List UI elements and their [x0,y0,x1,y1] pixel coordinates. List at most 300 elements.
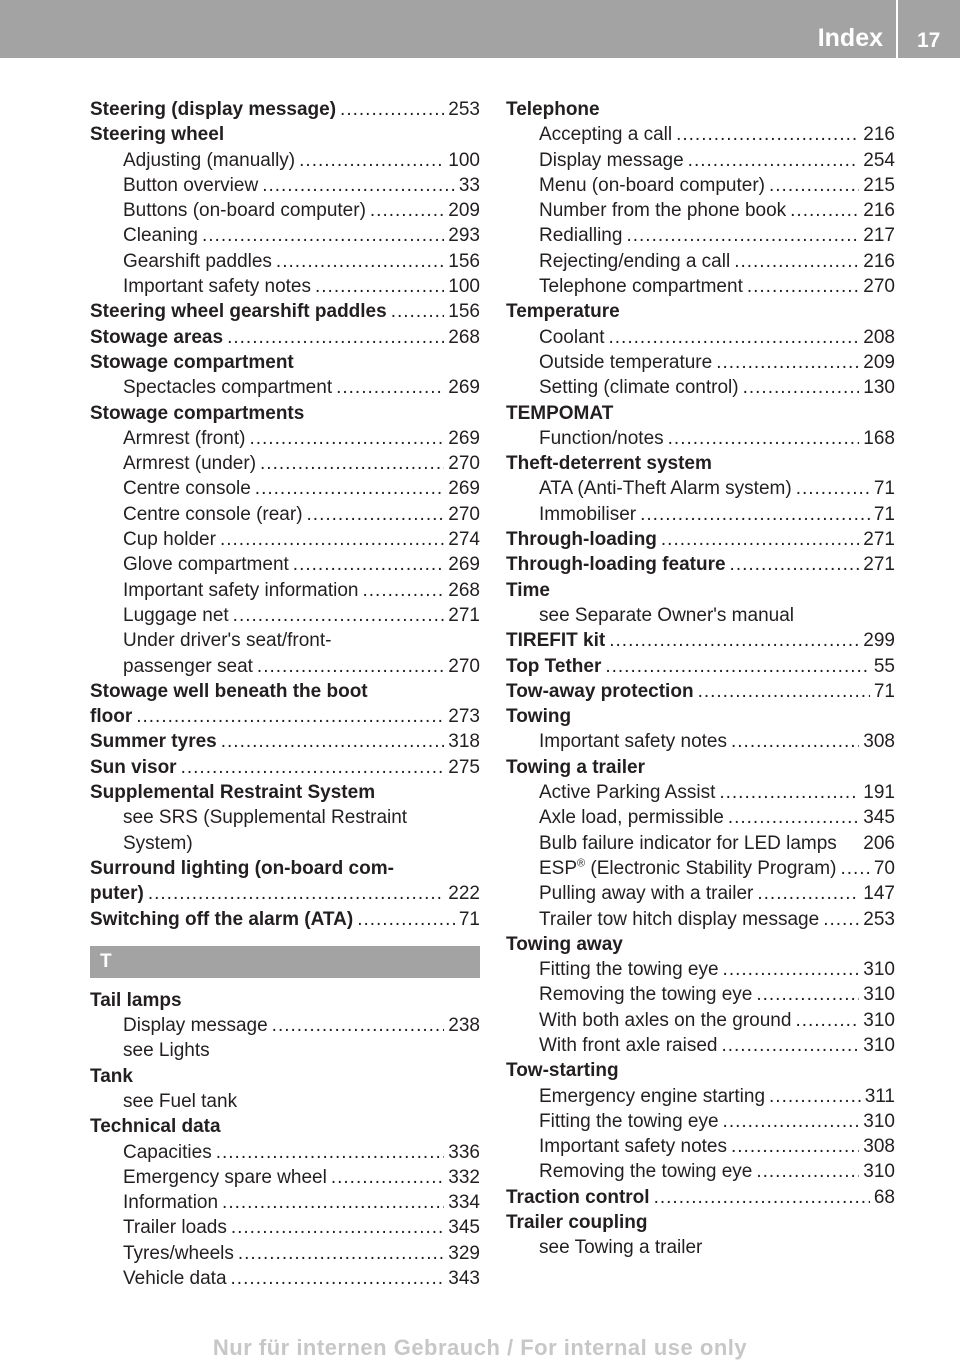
index-entry [506,679,895,704]
index-entry [506,451,895,476]
index-subentry [506,881,895,906]
entry-label: Trailer coupling [506,1212,648,1234]
index-entry [506,1058,895,1083]
page-title: Index [817,24,883,52]
entry-label: Stowage compartment [90,351,294,373]
page-reference[interactable]: 215 [863,174,895,196]
entry-label: Bulb failure indicator for LED lamps [539,832,837,854]
entry-label: TEMPOMAT [506,402,614,424]
page-reference[interactable]: 275 [448,756,480,778]
page-reference[interactable]: 168 [863,427,895,449]
leader-dots [668,426,860,451]
index-subentry [90,1140,480,1165]
index-entry [90,325,480,350]
index-subentry [506,907,895,932]
index-subentry [506,603,895,628]
index-subentry [90,527,480,552]
leader-dots [676,122,859,147]
page-reference[interactable]: 270 [863,276,895,298]
page-reference[interactable]: 329 [448,1242,480,1264]
leader-dots [257,654,444,679]
entry-label: Surround lighting (on-board com- [90,857,394,879]
leader-dots [391,299,445,324]
entry-label: see Lights [123,1040,210,1062]
leader-dots [626,223,859,248]
index-subentry [90,1089,480,1114]
index-entry [506,578,895,603]
entry-label: Active Parking Assist [539,782,716,804]
page-reference[interactable]: 191 [863,782,895,804]
page-reference[interactable]: 268 [448,326,480,348]
leader-dots [721,1033,859,1058]
index-subentry [506,982,895,1007]
leader-dots [221,729,445,754]
page-reference[interactable]: 310 [863,1034,895,1056]
index-entry [506,704,895,729]
page-reference[interactable]: 268 [448,579,480,601]
leader-dots [769,173,859,198]
page-reference[interactable]: 100 [448,149,480,171]
index-subentry [506,122,895,147]
page-reference[interactable]: 156 [448,250,480,272]
entry-label: Theft-deterrent system [506,453,712,475]
page-reference[interactable]: 216 [863,124,895,146]
page-reference[interactable]: 269 [448,478,480,500]
leader-dots [795,1008,859,1033]
leader-dots [262,173,455,198]
leader-dots [357,907,455,932]
leader-dots [734,249,859,274]
entry-label: Sun visor [90,756,177,778]
leader-dots [719,780,859,805]
page-reference[interactable]: 253 [863,908,895,930]
index-subentry [90,223,480,248]
page-reference[interactable]: 270 [448,503,480,525]
index-subentry [90,375,480,400]
entry-label: Adjusting (manually) [123,149,296,171]
leader-dots [238,1241,444,1266]
index-subentry [90,148,480,173]
entry-label: Cup holder [123,529,216,551]
leader-dots [743,375,860,400]
page-reference[interactable]: 156 [448,301,480,323]
entry-label: Emergency engine starting [539,1085,766,1107]
entry-label: Temperature [506,301,620,323]
entry-label: Glove compartment [123,554,289,576]
index-entry [90,1114,480,1139]
leader-dots [331,1165,444,1190]
index-subentry [506,502,895,527]
leader-dots [272,1013,445,1038]
entry-label: Steering wheel gearshift paddles [90,301,387,323]
entry-label: Centre console [123,478,251,500]
entry-label: Menu (on-board computer) [539,174,765,196]
index-subentry [506,350,895,375]
index-column-left [90,97,480,1291]
index-subentry [506,1084,895,1109]
entry-label: Removing the towing eye [539,984,753,1006]
leader-dots [661,527,859,552]
page-reference[interactable]: 253 [448,99,480,120]
entry-label: Cleaning [123,225,198,247]
entry-label: ATA (Anti-Theft Alarm system) [539,478,792,500]
page-reference[interactable]: 343 [448,1268,480,1290]
leader-dots [688,148,860,173]
entry-label: passenger seat [123,655,253,677]
index-entry [506,628,895,653]
page-reference[interactable]: 33 [458,174,480,196]
page-reference[interactable]: 311 [864,1085,895,1107]
page-reference[interactable]: 270 [448,453,480,475]
leader-dots [698,679,870,704]
entry-label: Coolant [539,326,605,348]
index-entry [90,988,480,1013]
page-reference[interactable]: 71 [873,503,895,525]
entry-label: Function/notes [539,427,664,449]
index-entry [90,1064,480,1089]
index-entry [506,97,895,122]
page-reference[interactable]: 269 [448,554,480,576]
page-reference[interactable]: 70 [873,857,895,879]
index-subentry [90,198,480,223]
entry-label: Redialling [539,225,623,247]
entry-label [539,856,836,881]
index-entry [90,679,480,704]
page-reference[interactable]: 308 [863,1136,895,1158]
index-entry [506,401,895,426]
index-subentry [90,1190,480,1215]
leader-dots [823,907,859,932]
page-reference[interactable]: 216 [863,200,895,222]
index-subentry [90,502,480,527]
index-subentry [90,1013,480,1038]
index-subentry [506,1033,895,1058]
index-subentry [506,325,895,350]
entry-label: Steering (display message) [90,99,337,120]
leader-dots [233,603,445,628]
index-subentry [506,173,895,198]
index-entry [90,907,480,932]
index-subentry [90,426,480,451]
page-reference[interactable]: 71 [873,680,895,702]
entry-label: see Separate Owner's manual [539,604,794,626]
leader-dots [227,325,444,350]
leader-dots [728,805,859,830]
entry-label: Display message [539,149,684,171]
entry-label: Summer tyres [90,731,217,753]
entry-label: Trailer loads [123,1217,227,1239]
leader-dots [363,578,445,603]
leader-dots [340,97,444,122]
header-divider [896,0,898,58]
index-entry [90,350,480,375]
page-reference[interactable]: 274 [448,529,480,551]
page-reference[interactable]: 345 [448,1217,480,1239]
entry-label: see SRS (Supplemental Restraint [123,807,408,829]
index-subentry [90,805,480,830]
entry-label: System) [123,832,193,854]
entry-label: Through-loading feature [506,554,726,576]
entry-label: Important safety notes [123,276,311,298]
leader-dots [336,375,444,400]
entry-label: With front axle raised [539,1034,718,1056]
entry-label: Capacities [123,1141,212,1163]
entry-label: Towing a trailer [506,756,646,778]
leader-dots [731,729,859,754]
entry-label: Through-loading [506,529,657,551]
index-subentry [90,1241,480,1266]
leader-dots [723,1109,860,1134]
leader-dots [756,982,859,1007]
index-column-right [506,97,895,1261]
leader-dots [723,957,860,982]
index-entry [90,122,480,147]
leader-dots [747,274,859,299]
index-subentry [90,249,480,274]
index-subentry [506,780,895,805]
entry-label: Tyres/wheels [123,1242,234,1264]
index-subentry [506,476,895,501]
leader-dots [202,223,444,248]
leader-dots [769,1084,861,1109]
index-subentry [506,223,895,248]
index-subentry [90,173,480,198]
index-entry [506,1210,895,1235]
index-entry [506,527,895,552]
index-subentry [506,957,895,982]
leader-dots [222,1190,444,1215]
page-reference[interactable]: 332 [448,1166,480,1188]
page-reference[interactable]: 208 [863,326,895,348]
entry-label: Centre console (rear) [123,503,303,525]
entry-label: Rejecting/ending a call [539,250,731,272]
page-reference[interactable]: 238 [448,1015,480,1037]
page-reference[interactable]: 100 [448,276,480,298]
page-reference[interactable]: 345 [863,807,895,829]
entry-label-part: (Electronic Stability Program) [585,857,837,879]
entry-label: Accepting a call [539,124,673,146]
entry-label: Removing the towing eye [539,1161,753,1183]
page-reference[interactable]: 222 [448,883,480,905]
page-reference[interactable]: 254 [863,149,895,171]
index-subentry [90,1215,480,1240]
index-subentry [90,552,480,577]
entry-label: Gearshift paddles [123,250,272,272]
index-subentry [90,274,480,299]
entry-label: Tail lamps [90,989,182,1011]
entry-label: Buttons (on-board computer) [123,200,366,222]
entry-label: Button overview [123,174,259,196]
page-reference[interactable]: 336 [448,1141,480,1163]
leader-dots [640,502,870,527]
entry-label: Armrest (under) [123,453,257,475]
entry-label: Telephone compartment [539,276,743,298]
page-reference[interactable]: 71 [873,478,895,500]
entry-label: Fitting the towing eye [539,1110,719,1132]
page-reference[interactable]: 271 [448,604,480,626]
index-entry [90,401,480,426]
index-subentry [506,1159,895,1184]
leader-dots [605,654,870,679]
leader-dots [216,1140,445,1165]
page-reference[interactable]: 217 [863,225,895,247]
entry-label: Pulling away with a trailer [539,883,754,905]
entry-label: Tow-starting [506,1060,619,1082]
registered-mark: ® [577,857,586,870]
page-reference[interactable]: 334 [448,1192,480,1214]
entry-label: Tow-away protection [506,680,694,702]
index-entry [506,755,895,780]
leader-dots [299,148,444,173]
page-reference[interactable]: 209 [863,351,895,373]
entry-label: Towing [506,706,572,728]
page-reference[interactable]: 209 [448,200,480,222]
index-subentry [506,249,895,274]
index-subentry [90,603,480,628]
entry-label: Trailer tow hitch display message [539,908,820,930]
page-reference[interactable]: 318 [448,731,480,753]
entry-label: Display message [123,1015,268,1037]
index-subentry [506,198,895,223]
entry-label-part: ESP [539,857,578,879]
entry-label: puter) [90,883,144,905]
index-subentry [506,1109,895,1134]
leader-dots [181,755,445,780]
entry-label: Fitting the towing eye [539,959,719,981]
leader-dots [731,1134,859,1159]
index-subentry [506,1235,895,1260]
page-reference[interactable]: 310 [863,959,895,981]
page-reference[interactable]: 310 [863,1110,895,1132]
index-subentry [90,1165,480,1190]
index-subentry [90,628,480,653]
index-entry [506,1185,895,1210]
leader-dots [220,527,444,552]
entry-label: Information [123,1192,219,1214]
index-entry [90,755,480,780]
leader-dots [756,1159,859,1184]
leader-dots [654,1185,870,1210]
leader-dots [796,476,870,501]
index-entry [90,856,480,881]
page-reference[interactable]: 206 [863,832,895,854]
entry-label: Stowage well beneath the boot [90,680,368,702]
index-subentry [506,1008,895,1033]
leader-dots [231,1266,445,1291]
entry-label: Luggage net [123,604,229,626]
entry-label: Number from the phone book [539,200,787,222]
entry-label: Traction control [506,1186,650,1208]
page-reference[interactable]: 55 [873,655,895,677]
leader-dots [136,704,444,729]
entry-label: Vehicle data [123,1268,227,1290]
page-reference[interactable]: 310 [863,984,895,1006]
index-subentry [506,831,895,856]
entry-label: Supplemental Restraint System [90,782,376,804]
index-entry [506,654,895,679]
leader-dots [293,552,445,577]
leader-dots [249,426,444,451]
leader-dots [790,198,859,223]
page-reference[interactable]: 147 [863,883,895,905]
page-reference[interactable]: 68 [873,1186,895,1208]
leader-dots [231,1215,444,1240]
page-reference[interactable]: 299 [863,630,895,652]
page-reference[interactable]: 269 [448,377,480,399]
entry-label: Towing away [506,933,623,955]
entry-label: Emergency spare wheel [123,1166,327,1188]
leader-dots [840,856,869,881]
index-subentry [90,476,480,501]
page-reference[interactable]: 310 [863,1009,895,1031]
footer-watermark: Nur für internen Gebrauch / For internal use only [212,1335,748,1360]
leader-dots [716,350,859,375]
index-subentry [506,274,895,299]
leader-dots [255,476,445,501]
page-reference[interactable]: 271 [863,554,895,576]
entry-label: Time [506,579,551,601]
entry-label: Important safety notes [539,731,727,753]
index-subentry [90,654,480,679]
entry-label: Armrest (front) [123,427,246,449]
index-subentry [506,729,895,754]
entry-label: Important safety information [123,579,359,601]
index-subentry [506,426,895,451]
leader-dots [609,325,860,350]
entry-label: Spectacles compartment [123,377,333,399]
header-bar [0,0,960,58]
index-entry [90,704,480,729]
page-reference[interactable]: 130 [863,377,895,399]
entry-label: TIREFIT kit [506,630,606,652]
index-subentry [90,831,480,856]
leader-dots [757,881,859,906]
entry-label: Setting (climate control) [539,377,739,399]
entry-label: Axle load, permissible [539,807,724,829]
page-reference[interactable]: 71 [458,908,480,930]
entry-label: see Towing a trailer [539,1237,703,1259]
leader-dots [609,628,859,653]
page-reference[interactable]: 293 [448,225,480,247]
page-reference[interactable]: 310 [863,1161,895,1183]
entry-label: Technical data [90,1116,221,1138]
index-entry [90,729,480,754]
leader-dots [307,502,445,527]
index-subentry [90,451,480,476]
page-reference[interactable]: 308 [863,731,895,753]
index-subentry [506,1134,895,1159]
entry-label: With both axles on the ground [539,1009,792,1031]
index-entry [506,932,895,957]
entry-label: Under driver's seat/front- [123,630,332,652]
leader-dots [730,552,860,577]
page-reference[interactable]: 271 [863,529,895,551]
index-entry [90,881,480,906]
index-subentry [90,1266,480,1291]
leader-dots [260,451,444,476]
page-reference[interactable]: 273 [448,706,480,728]
entry-label: Switching off the alarm (ATA) [90,908,354,930]
page-reference[interactable]: 216 [863,250,895,272]
page-reference[interactable]: 270 [448,655,480,677]
leader-dots [276,249,444,274]
entry-label: Immobiliser [539,503,637,525]
index-entry [506,552,895,577]
entry-label: see Fuel tank [123,1090,238,1112]
entry-label: Stowage areas [90,326,224,348]
page-reference[interactable]: 269 [448,427,480,449]
entry-label: Telephone [506,99,600,120]
